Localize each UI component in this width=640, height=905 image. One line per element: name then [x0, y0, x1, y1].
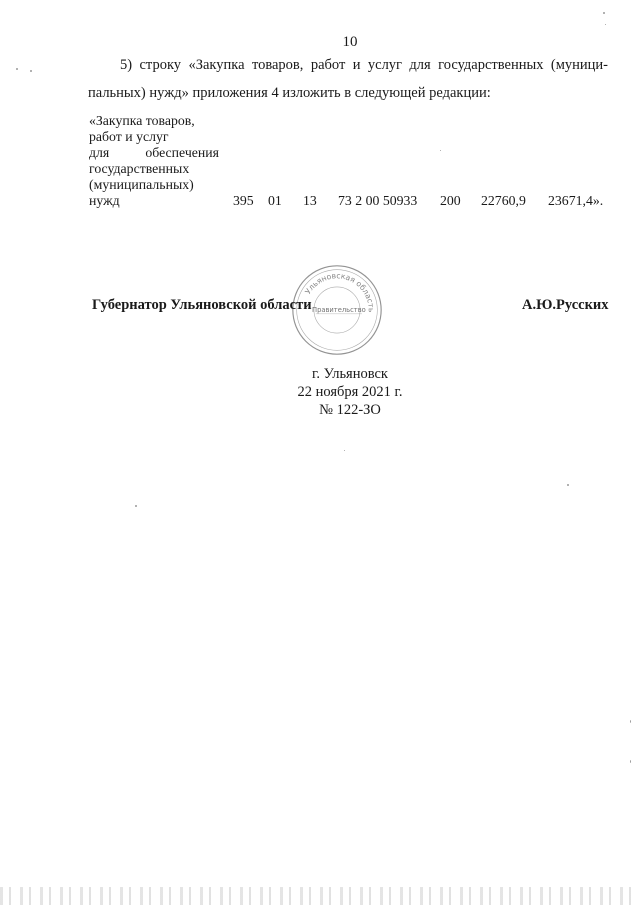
scan-speck: [135, 505, 137, 507]
amount-2023: 23671,4».: [548, 193, 604, 208]
scan-speck: [16, 68, 18, 70]
scan-speck: [605, 24, 606, 25]
signatory-title: Губернатор Ульяновской области: [92, 297, 312, 313]
budget-row-name: [89, 113, 219, 209]
scan-speck: [603, 12, 605, 14]
scan-speck: [567, 484, 569, 486]
page-number: 10: [342, 34, 358, 50]
scan-speck: [630, 760, 631, 763]
row-name-line: (муниципальных): [89, 177, 194, 192]
scan-speck: [344, 450, 345, 451]
amendment-paragraph-line-1: 5) строку «Закупка товаров, работ и услуг для государственных (муници-: [120, 57, 608, 73]
amendment-paragraph-line-2: пальных) нужд» приложения 4 изложить в следующей редакции:: [88, 85, 491, 101]
row-name-line: государственных: [89, 161, 190, 176]
seal-ring-text: Ульяновская область: [303, 271, 376, 313]
subsection-code: 13: [303, 193, 317, 208]
amendment-paragraph: [88, 58, 608, 100]
row-name-line: работ и услуг: [89, 129, 169, 144]
scan-speck: [440, 150, 441, 151]
scan-edge-artifact: [0, 887, 640, 905]
footer-city: г. Ульяновск: [312, 366, 388, 382]
seal-center-text: Правительство: [312, 305, 366, 314]
admin-code: 395: [233, 193, 254, 208]
row-name-word: обеспечения: [145, 145, 219, 160]
scan-speck: [30, 70, 32, 72]
row-name-line: «Закупка товаров,: [89, 113, 195, 128]
amount-2022: 22760,9: [481, 193, 526, 208]
target-article: 73 2 00 50933: [338, 193, 418, 208]
row-name-line: нужд: [89, 193, 120, 208]
row-name-word: для: [89, 145, 110, 160]
expense-type: 200: [440, 193, 461, 208]
row-name-line-justified: [89, 145, 219, 161]
section-code: 01: [268, 193, 282, 208]
footer-date: 22 ноября 2021 г.: [297, 384, 403, 400]
scan-speck: [630, 720, 631, 723]
signatory-name: А.Ю.Русских: [522, 297, 609, 313]
footer-number: № 122-ЗО: [319, 402, 381, 418]
